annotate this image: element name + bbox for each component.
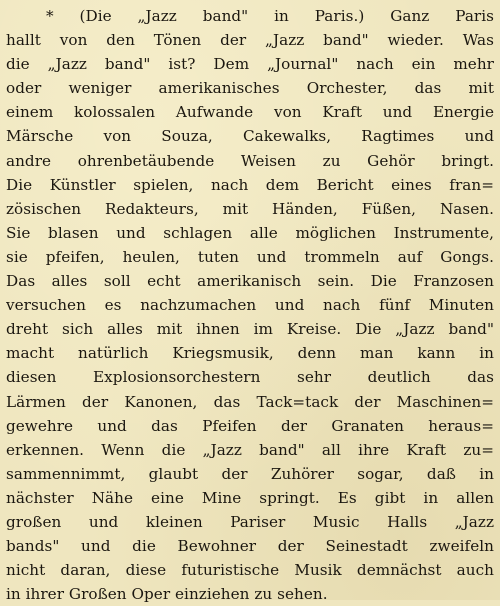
article-line: diesen Explosionsorchestern sehr deutlich das [6, 368, 494, 387]
article-line: * (Die „Jazz band" in Paris.) Ganz Paris [46, 7, 494, 25]
article-line: hallt von den Tönen der „Jazz band" wieder. Was [6, 31, 494, 50]
article-line: Das alles soll echt amerikanisch sein. Die Franzosen [6, 272, 494, 291]
article-line: zösischen Redakteurs, mit Händen, Füßen, Nasen. [6, 199, 494, 218]
article-line: sie pfeifen, heulen, tuten und trommeln auf Gongs. [6, 247, 494, 266]
article-line: erkennen. Wenn die „Jazz band" all ihre Kraft zu= [6, 440, 494, 459]
article-line: nächster Nähe eine Mine springt. Es gibt in allen [6, 488, 494, 507]
article-line: oder weniger amerikanisches Orchester, das mit [6, 79, 494, 98]
article-line: macht natürlich Kriegsmusik, denn man kann in [6, 344, 494, 363]
article-line: bands" und die Bewohner der Seinestadt zweifeln [6, 537, 494, 556]
article-line: einem kolossalen Aufwande von Kraft und Energie [6, 103, 494, 122]
article-line: dreht sich alles mit ihnen im Kreise. Die „Jazz band" [6, 320, 494, 339]
article-line: sammennimmt, glaubt der Zuhörer sogar, daß in [6, 464, 494, 483]
article-line: andre ohrenbetäubende Weisen zu Gehör bringt. [6, 151, 494, 170]
article-line: nicht daran, diese futuristische Musik demnächst auch [6, 561, 494, 580]
article-line: Die Künstler spielen, nach dem Bericht eines fran= [6, 175, 494, 194]
article-line: gewehre und das Pfeifen der Granaten heraus= [6, 416, 494, 435]
article-line: Märsche von Souza, Cakewalks, Ragtimes und [6, 127, 494, 146]
article-line: die „Jazz band" ist? Dem „Journal" nach ein mehr [6, 55, 494, 74]
article-line: in ihrer Großen Oper einziehen zu sehen. [6, 585, 328, 604]
article-text [6, 4, 494, 606]
article-line: großen und kleinen Pariser Music Halls „Jazz [6, 512, 494, 531]
article-line: Sie blasen und schlagen alle möglichen Instrumente, [6, 223, 494, 242]
article-line: Lärmen der Kanonen, das Tack=tack der Maschinen= [6, 392, 494, 411]
article-line: versuchen es nachzumachen und nach fünf Minuten [6, 296, 494, 315]
